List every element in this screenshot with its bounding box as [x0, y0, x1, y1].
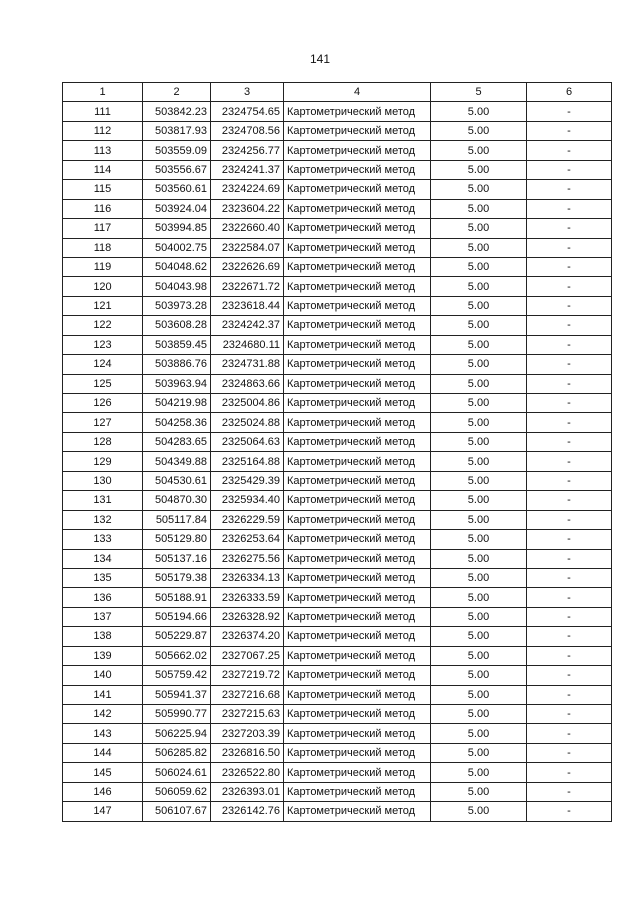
table-row	[63, 199, 612, 218]
point-number-cell: 118	[63, 238, 143, 257]
column-header: 6	[527, 83, 612, 102]
table-row	[63, 782, 612, 801]
note-cell: -	[527, 394, 612, 413]
note-cell: -	[527, 277, 612, 296]
note-cell: -	[527, 724, 612, 743]
point-number-cell: 136	[63, 588, 143, 607]
x-coordinate-cell: 505188.91	[143, 588, 211, 607]
note-cell: -	[527, 705, 612, 724]
y-coordinate-cell: 2327215.63	[211, 705, 284, 724]
method-cell: Картометрический метод	[284, 257, 431, 276]
y-coordinate-cell: 2326374.20	[211, 627, 284, 646]
note-cell: -	[527, 452, 612, 471]
precision-cell: 5.00	[431, 180, 527, 199]
table-row	[63, 452, 612, 471]
point-number-cell: 127	[63, 413, 143, 432]
table-row	[63, 316, 612, 335]
x-coordinate-cell: 505137.16	[143, 549, 211, 568]
y-coordinate-cell: 2323604.22	[211, 199, 284, 218]
method-cell: Картометрический метод	[284, 471, 431, 490]
x-coordinate-cell: 503973.28	[143, 296, 211, 315]
note-cell: -	[527, 491, 612, 510]
method-cell: Картометрический метод	[284, 102, 431, 121]
x-coordinate-cell: 503817.93	[143, 121, 211, 140]
point-number-cell: 123	[63, 335, 143, 354]
precision-cell: 5.00	[431, 102, 527, 121]
point-number-cell: 144	[63, 743, 143, 762]
x-coordinate-cell: 506285.82	[143, 743, 211, 762]
note-cell: -	[527, 802, 612, 821]
note-cell: -	[527, 685, 612, 704]
note-cell: -	[527, 219, 612, 238]
table-row	[63, 588, 612, 607]
table-row	[63, 743, 612, 762]
table-row	[63, 646, 612, 665]
y-coordinate-cell: 2325429.39	[211, 471, 284, 490]
precision-cell: 5.00	[431, 743, 527, 762]
point-number-cell: 139	[63, 646, 143, 665]
y-coordinate-cell: 2325934.40	[211, 491, 284, 510]
method-cell: Картометрический метод	[284, 763, 431, 782]
y-coordinate-cell: 2324241.37	[211, 160, 284, 179]
x-coordinate-cell: 506024.61	[143, 763, 211, 782]
point-number-cell: 115	[63, 180, 143, 199]
point-number-cell: 112	[63, 121, 143, 140]
note-cell: -	[527, 646, 612, 665]
precision-cell: 5.00	[431, 257, 527, 276]
table-row	[63, 257, 612, 276]
note-cell: -	[527, 316, 612, 335]
point-number-cell: 125	[63, 374, 143, 393]
precision-cell: 5.00	[431, 452, 527, 471]
x-coordinate-cell: 504283.65	[143, 432, 211, 451]
table-header-row	[63, 83, 612, 102]
note-cell: -	[527, 257, 612, 276]
point-number-cell: 122	[63, 316, 143, 335]
x-coordinate-cell: 504349.88	[143, 452, 211, 471]
precision-cell: 5.00	[431, 199, 527, 218]
table-row	[63, 432, 612, 451]
method-cell: Картометрический метод	[284, 277, 431, 296]
precision-cell: 5.00	[431, 549, 527, 568]
x-coordinate-cell: 504219.98	[143, 394, 211, 413]
y-coordinate-cell: 2324754.65	[211, 102, 284, 121]
precision-cell: 5.00	[431, 646, 527, 665]
point-number-cell: 126	[63, 394, 143, 413]
method-cell: Картометрический метод	[284, 685, 431, 704]
y-coordinate-cell: 2326333.59	[211, 588, 284, 607]
method-cell: Картометрический метод	[284, 666, 431, 685]
table-row	[63, 394, 612, 413]
note-cell: -	[527, 666, 612, 685]
x-coordinate-cell: 503556.67	[143, 160, 211, 179]
method-cell: Картометрический метод	[284, 121, 431, 140]
note-cell: -	[527, 355, 612, 374]
note-cell: -	[527, 160, 612, 179]
method-cell: Картометрический метод	[284, 510, 431, 529]
note-cell: -	[527, 607, 612, 626]
table-row	[63, 180, 612, 199]
column-header: 1	[63, 83, 143, 102]
method-cell: Картометрический метод	[284, 413, 431, 432]
point-number-cell: 128	[63, 432, 143, 451]
x-coordinate-cell: 505117.84	[143, 510, 211, 529]
table-row	[63, 160, 612, 179]
method-cell: Картометрический метод	[284, 296, 431, 315]
point-number-cell: 121	[63, 296, 143, 315]
y-coordinate-cell: 2324863.66	[211, 374, 284, 393]
method-cell: Картометрический метод	[284, 141, 431, 160]
method-cell: Картометрический метод	[284, 432, 431, 451]
precision-cell: 5.00	[431, 705, 527, 724]
y-coordinate-cell: 2322626.69	[211, 257, 284, 276]
table-row	[63, 335, 612, 354]
y-coordinate-cell: 2326229.59	[211, 510, 284, 529]
x-coordinate-cell: 505194.66	[143, 607, 211, 626]
x-coordinate-cell: 503559.09	[143, 141, 211, 160]
table-row	[63, 471, 612, 490]
note-cell: -	[527, 568, 612, 587]
note-cell: -	[527, 102, 612, 121]
point-number-cell: 120	[63, 277, 143, 296]
point-number-cell: 124	[63, 355, 143, 374]
method-cell: Картометрический метод	[284, 588, 431, 607]
method-cell: Картометрический метод	[284, 782, 431, 801]
precision-cell: 5.00	[431, 355, 527, 374]
table-row	[63, 530, 612, 549]
table-row	[63, 802, 612, 821]
x-coordinate-cell: 504002.75	[143, 238, 211, 257]
point-number-cell: 111	[63, 102, 143, 121]
note-cell: -	[527, 413, 612, 432]
x-coordinate-cell: 505129.80	[143, 530, 211, 549]
precision-cell: 5.00	[431, 141, 527, 160]
note-cell: -	[527, 782, 612, 801]
point-number-cell: 142	[63, 705, 143, 724]
note-cell: -	[527, 432, 612, 451]
method-cell: Картометрический метод	[284, 743, 431, 762]
point-number-cell: 116	[63, 199, 143, 218]
precision-cell: 5.00	[431, 238, 527, 257]
y-coordinate-cell: 2325024.88	[211, 413, 284, 432]
table-row	[63, 685, 612, 704]
point-number-cell: 134	[63, 549, 143, 568]
method-cell: Картометрический метод	[284, 568, 431, 587]
table-row	[63, 607, 612, 626]
x-coordinate-cell: 503994.85	[143, 219, 211, 238]
precision-cell: 5.00	[431, 802, 527, 821]
method-cell: Картометрический метод	[284, 316, 431, 335]
y-coordinate-cell: 2322671.72	[211, 277, 284, 296]
x-coordinate-cell: 504258.36	[143, 413, 211, 432]
page-number: 141	[309, 52, 331, 66]
table-row	[63, 121, 612, 140]
table-row	[63, 763, 612, 782]
method-cell: Картометрический метод	[284, 530, 431, 549]
table-row	[63, 549, 612, 568]
column-header: 2	[143, 83, 211, 102]
table-row	[63, 296, 612, 315]
table-row	[63, 374, 612, 393]
y-coordinate-cell: 2327219.72	[211, 666, 284, 685]
method-cell: Картометрический метод	[284, 607, 431, 626]
note-cell: -	[527, 588, 612, 607]
table-row	[63, 724, 612, 743]
table-row	[63, 705, 612, 724]
note-cell: -	[527, 530, 612, 549]
precision-cell: 5.00	[431, 374, 527, 393]
precision-cell: 5.00	[431, 782, 527, 801]
point-number-cell: 140	[63, 666, 143, 685]
y-coordinate-cell: 2324256.77	[211, 141, 284, 160]
y-coordinate-cell: 2324731.88	[211, 355, 284, 374]
point-number-cell: 129	[63, 452, 143, 471]
note-cell: -	[527, 238, 612, 257]
table-row	[63, 666, 612, 685]
note-cell: -	[527, 199, 612, 218]
precision-cell: 5.00	[431, 219, 527, 238]
x-coordinate-cell: 505662.02	[143, 646, 211, 665]
y-coordinate-cell: 2326253.64	[211, 530, 284, 549]
precision-cell: 5.00	[431, 763, 527, 782]
coordinates-table	[62, 82, 612, 822]
precision-cell: 5.00	[431, 607, 527, 626]
method-cell: Картометрический метод	[284, 705, 431, 724]
y-coordinate-cell: 2327067.25	[211, 646, 284, 665]
precision-cell: 5.00	[431, 627, 527, 646]
y-coordinate-cell: 2327203.39	[211, 724, 284, 743]
y-coordinate-cell: 2326816.50	[211, 743, 284, 762]
x-coordinate-cell: 504870.30	[143, 491, 211, 510]
note-cell: -	[527, 627, 612, 646]
point-number-cell: 132	[63, 510, 143, 529]
y-coordinate-cell: 2324708.56	[211, 121, 284, 140]
method-cell: Картометрический метод	[284, 199, 431, 218]
y-coordinate-cell: 2324680.11	[211, 335, 284, 354]
y-coordinate-cell: 2322660.40	[211, 219, 284, 238]
note-cell: -	[527, 763, 612, 782]
point-number-cell: 146	[63, 782, 143, 801]
method-cell: Картометрический метод	[284, 180, 431, 199]
y-coordinate-cell: 2325064.63	[211, 432, 284, 451]
method-cell: Картометрический метод	[284, 724, 431, 743]
point-number-cell: 113	[63, 141, 143, 160]
precision-cell: 5.00	[431, 121, 527, 140]
precision-cell: 5.00	[431, 160, 527, 179]
note-cell: -	[527, 374, 612, 393]
table-row	[63, 141, 612, 160]
x-coordinate-cell: 503859.45	[143, 335, 211, 354]
precision-cell: 5.00	[431, 685, 527, 704]
table-row	[63, 491, 612, 510]
note-cell: -	[527, 180, 612, 199]
y-coordinate-cell: 2325004.86	[211, 394, 284, 413]
point-number-cell: 143	[63, 724, 143, 743]
method-cell: Картометрический метод	[284, 646, 431, 665]
table-row	[63, 627, 612, 646]
y-coordinate-cell: 2326393.01	[211, 782, 284, 801]
table-row	[63, 510, 612, 529]
point-number-cell: 141	[63, 685, 143, 704]
table-row	[63, 568, 612, 587]
precision-cell: 5.00	[431, 666, 527, 685]
y-coordinate-cell: 2324224.69	[211, 180, 284, 199]
precision-cell: 5.00	[431, 491, 527, 510]
x-coordinate-cell: 505941.37	[143, 685, 211, 704]
column-header: 5	[431, 83, 527, 102]
table-row	[63, 413, 612, 432]
x-coordinate-cell: 506107.67	[143, 802, 211, 821]
x-coordinate-cell: 503608.28	[143, 316, 211, 335]
point-number-cell: 147	[63, 802, 143, 821]
precision-cell: 5.00	[431, 413, 527, 432]
point-number-cell: 119	[63, 257, 143, 276]
x-coordinate-cell: 505990.77	[143, 705, 211, 724]
x-coordinate-cell: 504530.61	[143, 471, 211, 490]
x-coordinate-cell: 503842.23	[143, 102, 211, 121]
precision-cell: 5.00	[431, 296, 527, 315]
column-header: 4	[284, 83, 431, 102]
precision-cell: 5.00	[431, 588, 527, 607]
point-number-cell: 117	[63, 219, 143, 238]
table-row	[63, 277, 612, 296]
method-cell: Картометрический метод	[284, 491, 431, 510]
method-cell: Картометрический метод	[284, 549, 431, 568]
point-number-cell: 114	[63, 160, 143, 179]
precision-cell: 5.00	[431, 394, 527, 413]
y-coordinate-cell: 2323618.44	[211, 296, 284, 315]
precision-cell: 5.00	[431, 335, 527, 354]
point-number-cell: 145	[63, 763, 143, 782]
table-row	[63, 219, 612, 238]
table-row	[63, 238, 612, 257]
x-coordinate-cell: 505759.42	[143, 666, 211, 685]
note-cell: -	[527, 141, 612, 160]
precision-cell: 5.00	[431, 568, 527, 587]
x-coordinate-cell: 505179.38	[143, 568, 211, 587]
point-number-cell: 133	[63, 530, 143, 549]
x-coordinate-cell: 503963.94	[143, 374, 211, 393]
method-cell: Картометрический метод	[284, 238, 431, 257]
note-cell: -	[527, 335, 612, 354]
x-coordinate-cell: 504048.62	[143, 257, 211, 276]
method-cell: Картометрический метод	[284, 452, 431, 471]
y-coordinate-cell: 2326275.56	[211, 549, 284, 568]
x-coordinate-cell: 506059.62	[143, 782, 211, 801]
y-coordinate-cell: 2322584.07	[211, 238, 284, 257]
point-number-cell: 135	[63, 568, 143, 587]
x-coordinate-cell: 505229.87	[143, 627, 211, 646]
note-cell: -	[527, 121, 612, 140]
method-cell: Картометрический метод	[284, 627, 431, 646]
method-cell: Картометрический метод	[284, 374, 431, 393]
precision-cell: 5.00	[431, 510, 527, 529]
method-cell: Картометрический метод	[284, 802, 431, 821]
point-number-cell: 138	[63, 627, 143, 646]
note-cell: -	[527, 510, 612, 529]
point-number-cell: 130	[63, 471, 143, 490]
precision-cell: 5.00	[431, 277, 527, 296]
precision-cell: 5.00	[431, 530, 527, 549]
note-cell: -	[527, 549, 612, 568]
x-coordinate-cell: 503560.61	[143, 180, 211, 199]
x-coordinate-cell: 506225.94	[143, 724, 211, 743]
y-coordinate-cell: 2326328.92	[211, 607, 284, 626]
table-row	[63, 102, 612, 121]
y-coordinate-cell: 2326334.13	[211, 568, 284, 587]
x-coordinate-cell: 503886.76	[143, 355, 211, 374]
y-coordinate-cell: 2325164.88	[211, 452, 284, 471]
point-number-cell: 137	[63, 607, 143, 626]
y-coordinate-cell: 2327216.68	[211, 685, 284, 704]
y-coordinate-cell: 2324242.37	[211, 316, 284, 335]
table-row	[63, 355, 612, 374]
y-coordinate-cell: 2326522.80	[211, 763, 284, 782]
y-coordinate-cell: 2326142.76	[211, 802, 284, 821]
method-cell: Картометрический метод	[284, 335, 431, 354]
note-cell: -	[527, 296, 612, 315]
note-cell: -	[527, 471, 612, 490]
column-header: 3	[211, 83, 284, 102]
note-cell: -	[527, 743, 612, 762]
method-cell: Картометрический метод	[284, 394, 431, 413]
precision-cell: 5.00	[431, 471, 527, 490]
point-number-cell: 131	[63, 491, 143, 510]
precision-cell: 5.00	[431, 432, 527, 451]
precision-cell: 5.00	[431, 724, 527, 743]
x-coordinate-cell: 504043.98	[143, 277, 211, 296]
x-coordinate-cell: 503924.04	[143, 199, 211, 218]
precision-cell: 5.00	[431, 316, 527, 335]
method-cell: Картометрический метод	[284, 355, 431, 374]
method-cell: Картометрический метод	[284, 219, 431, 238]
method-cell: Картометрический метод	[284, 160, 431, 179]
